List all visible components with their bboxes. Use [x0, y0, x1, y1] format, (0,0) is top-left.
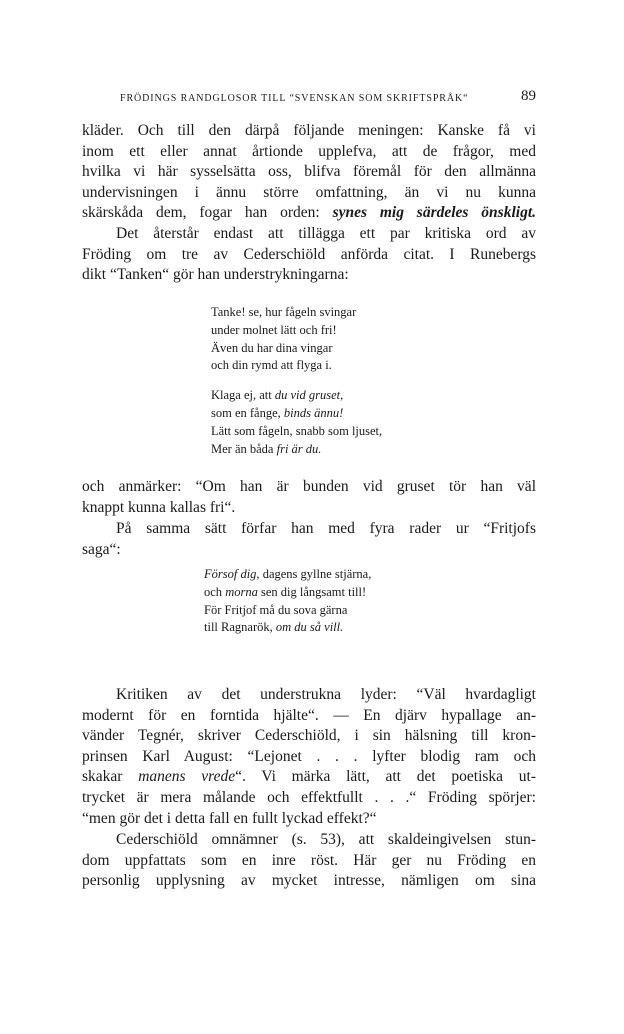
text-run: som en fånge, [211, 405, 284, 420]
text-line: och anmärker: “Om han är bunden vid gruset tör han väl [82, 478, 536, 495]
emphasis-text: du vid gruset, [274, 388, 344, 403]
paragraph-4 [82, 519, 536, 560]
paragraph-5 [82, 685, 536, 829]
text-run: skärskåda dem, fogar han orden: [82, 204, 333, 222]
text-line: undervisningen i ännu större omfattning, än vi nu kunna [82, 183, 536, 201]
text-line: Cederschiöld omnämner (s. 53), att skaldeingivelsen stun- [116, 831, 536, 848]
emphasis-text: manens vrede [138, 768, 236, 786]
text-run: “. Vi märka lätt, att det poetiska ut- [235, 768, 536, 786]
verse-line: Även du har dina vingar [211, 340, 333, 355]
poem-fritjofs-saga [204, 566, 371, 637]
text-line: “men gör det i detta fall en fullt lyckad effekt?“ [82, 809, 377, 827]
verse-line: under molnet lätt och fri! [211, 322, 337, 337]
page-number: 89 [521, 88, 536, 104]
verse-line: Lätt som fågeln, snabb som ljuset, [211, 423, 383, 438]
text-run: skakar [82, 768, 139, 786]
text-line: kläder. Och till den därpå följande meningen: Kanske få vi [82, 122, 536, 139]
emphasis-text: Försof dig, [204, 567, 260, 581]
text-line: hvilka vi här sysselsätta oss, blifva föremål för den allmänna [82, 163, 536, 181]
emphasis-text: synes mig särdeles önskligt. [332, 204, 536, 222]
text-line: Det återstår endast att tillägga ett par kritiska ord av [116, 225, 536, 242]
text-run: Klaga ej, att [211, 388, 275, 403]
text-line: saga“: [82, 540, 121, 558]
text-line: knappt kunna kallas fri“. [82, 498, 236, 516]
text-line: Kritiken av det understrukna lyder: “Väl hvardagligt [116, 686, 536, 703]
running-title: FRÖDINGS RANDGLOSOR TILL “SVENSKAN SOM SKRIFTSPRÅK“ [120, 93, 469, 104]
emphasis-text: morna [225, 584, 258, 599]
verse-line [204, 619, 371, 637]
verse-line [211, 405, 382, 423]
text-line: personlig upplysning av mycket intresse, nämligen om sina [82, 872, 536, 890]
verse-line: För Fritjof må du sova gärna [204, 602, 348, 617]
poem-tanken [211, 304, 382, 458]
text-line [82, 203, 536, 224]
emphasis-text: om du så vill. [275, 620, 344, 635]
text-line [82, 767, 536, 788]
verse-line [204, 584, 371, 602]
verse-line: Tanke! se, hur fågeln svingar [211, 305, 357, 319]
text-line: Fröding om tre av Cederschiöld anförda citat. I Runebergs [82, 245, 536, 263]
text-line: vänder Tegnér, skriver Cederschiöld, i sin hälsning till kron- [82, 727, 536, 745]
text-run: dagens gyllne stjärna, [259, 567, 372, 581]
text-run: Mer än båda [211, 441, 277, 456]
paragraph-2 [82, 224, 536, 286]
verse-line [204, 566, 371, 584]
text-line: prinsen Karl August: “Lejonet . . . lyfter blodig ram och [82, 747, 536, 765]
emphasis-text: binds ännu! [283, 405, 344, 420]
text-line: modernt för en forntida hjälte“. — En djärv hypallage an- [82, 706, 536, 724]
text-line: trycket är mera målande och effektfullt . . .“ Fröding spörjer: [82, 788, 536, 806]
paragraph-3 [82, 477, 536, 518]
text-run: och [204, 584, 226, 599]
paragraph-1 [82, 121, 536, 224]
text-line: På samma sätt förfar han med fyra rader ur “Fritjofs [116, 520, 536, 537]
verse-line [211, 387, 382, 405]
text-line: dom uppfattats som en inre röst. Här ger nu Fröding en [82, 851, 536, 869]
text-line: dikt “Tanken“ gör han understrykningarna: [82, 266, 349, 284]
stanza-gap [211, 375, 382, 387]
verse-line: och din rymd att flyga i. [211, 358, 332, 373]
text-run: sen dig långsamt till! [257, 584, 367, 599]
text-line: inom ett eller annat årtionde upplefva, att de frågor, med [82, 142, 536, 160]
verse-line [211, 441, 382, 459]
text-run: till Ragnarök, [204, 620, 276, 635]
emphasis-text: fri är du. [276, 441, 322, 456]
paragraph-6 [82, 830, 536, 892]
page-header [82, 88, 536, 112]
